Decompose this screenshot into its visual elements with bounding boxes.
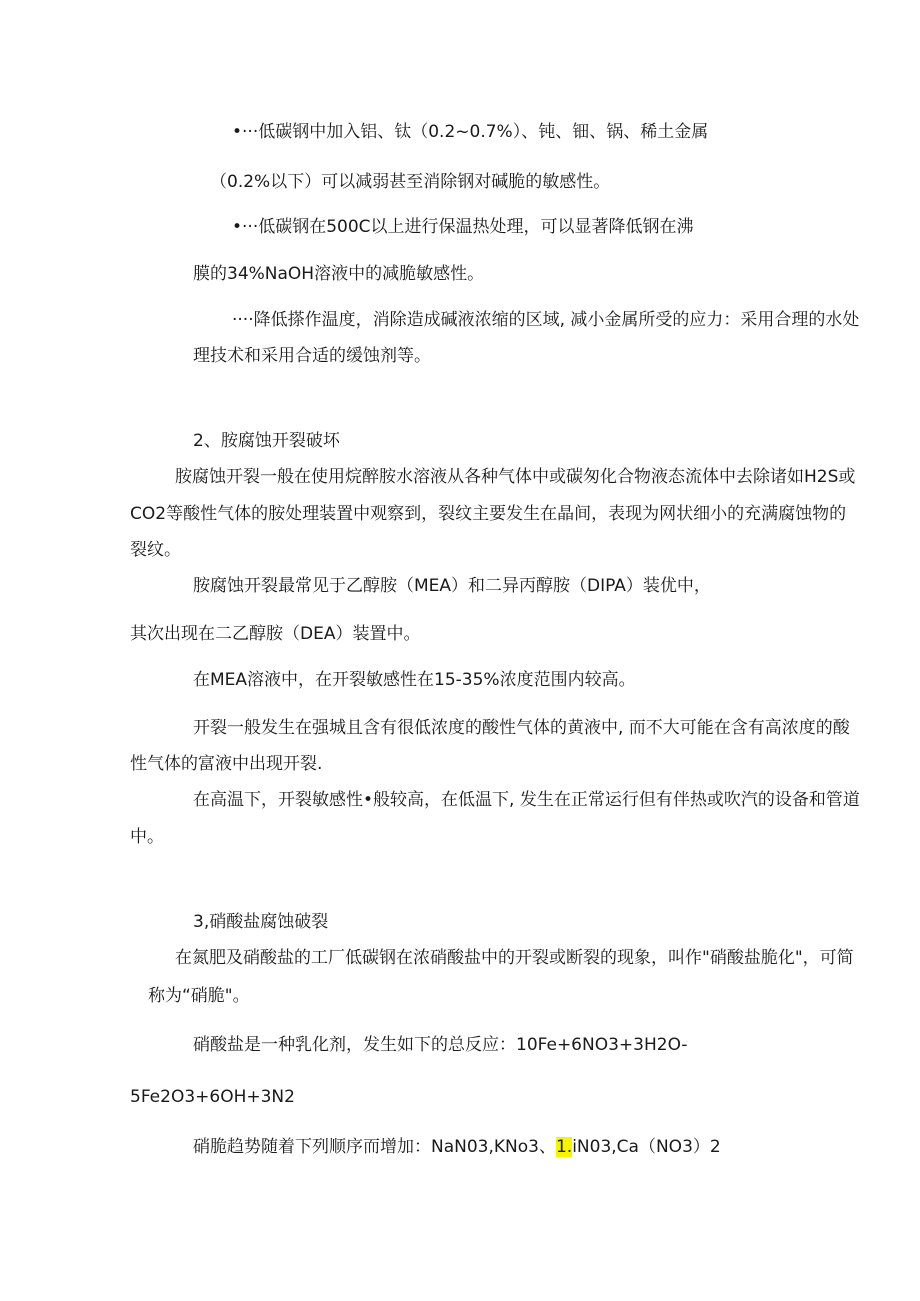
section2-p5-line1: 在高温下，开裂敏感性•般较高，在低温下, 发生在正常运行但有伴热或吹汽的设备和管道 [193,790,860,810]
section2-p4-line1: 开裂一般发生在强城且含有很低浓度的酸性气体的黄液中, 而不大可能在含有高浓度的酸 [193,718,850,738]
highlighted-text: 1. [555,1137,573,1157]
section3-p2-line1: 硝酸盐是一种乳化剂，发生如下的总反应：10Fe+6NO3+3H2O- [193,1035,688,1055]
section2-p5-line2: 中。 [130,827,164,847]
section2-p1-line1: 胺腐蚀开裂一般在使用烷醉胺水溶液从各种气体中或碳匆化合物液态流体中去除诸如H2S或 [175,467,856,487]
bullet3-line2: 理技术和采用合适的缓蚀剂等。 [193,346,431,366]
section2-p4-line2: 性气体的富液中出现开裂. [130,754,323,774]
bullet2-line2: 膜的34%NaOH溶液中的减脆敏感性。 [193,264,485,284]
section2-p2-line1: 胺腐蚀开裂最常见于乙醇胺（MEA）和二异丙醇胺（DIPA）装优中， [193,576,711,596]
bullet2-line1: •···低碳钢在500C以上进行保温热处理，可以显著降低钢在沸 [232,217,694,237]
section2-p2-line2: 其次出现在二乙醇胺（DEA）装置中。 [130,624,421,644]
section2-p1-line3: 裂纹。 [130,540,181,560]
bullet3-line1: ····降低搽作温度，消除造成碱液浓缩的区域, 减小金属所受的应力：采用合理的水处 [232,310,860,330]
section2-p1-line2: CO2等酸性气体的胺处理装置中观察到，裂纹主要发生在晶间，表现为网状细小的充满腐蚀物的 [130,504,847,524]
bullet1-line2: （0.2%以下）可以减弱甚至消除钢对碱脆的敏感性。 [210,172,611,192]
section2-heading: 2、胺腐蚀开裂破坏 [193,431,340,451]
section3-p3-prefix: 硝脆趋势随着下列顺序而增加：NaN03,KNo3、 [193,1137,556,1157]
section3-p3 [193,1135,721,1159]
section3-p3-suffix: iN03,Ca（NO3）2 [572,1137,721,1157]
section3-p2-line2: 5Fe2O3+6OH+3N2 [130,1087,295,1107]
section3-p1-line1: 在氮肥及硝酸盐的工厂低碳钢在浓硝酸盐中的开裂或断裂的现象，叫作"硝酸盐脆化"，可简 [175,948,854,968]
section3-p1-line2: 称为“硝脆"。 [148,986,250,1006]
bullet1-line1: •···低碳钢中加入铝、钛（0.2~0.7%）、钝、钿、锅、稀土金属 [232,122,709,142]
section2-p3: 在MEA溶液中，在开裂敏感性在15-35%浓度范围内较高。 [193,670,636,690]
section3-heading: 3,硝酸盐腐蚀破裂 [193,912,329,932]
